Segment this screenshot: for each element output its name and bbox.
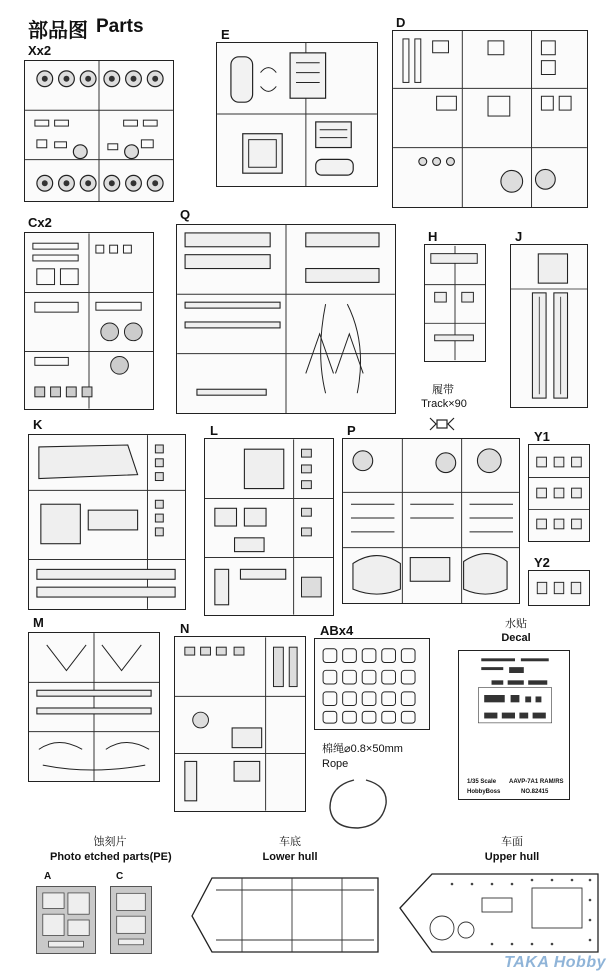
sprue-m-drawing <box>29 633 159 781</box>
rope-drawing <box>326 774 392 832</box>
sprue-ab-label: ABx4 <box>320 623 354 638</box>
watermark: TAKA Hobby <box>504 954 606 971</box>
track-label-en: Track×90 <box>421 398 467 410</box>
lower-hull-label-en: Lower hull <box>262 851 318 863</box>
rope-label-size: ⌀0.8×50mm <box>344 743 403 755</box>
pe-label-en: Photo etched parts(PE) <box>50 851 172 863</box>
sprue-e <box>216 42 378 187</box>
sprue-y2-drawing <box>529 571 589 605</box>
sprue-y1-label: Y1 <box>534 429 550 444</box>
lower-hull-label-cn: 车底 <box>279 836 301 848</box>
sprue-y2-label: Y2 <box>534 555 550 570</box>
sprue-ab <box>314 638 430 730</box>
decal-line2b: NO.82415 <box>521 789 549 795</box>
sprue-h-drawing <box>425 245 485 361</box>
sprue-j-label: J <box>515 229 523 244</box>
sprue-y2 <box>528 570 590 606</box>
decal-sheet <box>458 650 570 800</box>
sprue-x-label: Xx2 <box>28 43 52 58</box>
sprue-c-label: Cx2 <box>28 215 52 230</box>
sprue-e-label: E <box>221 27 230 42</box>
decal-label-en: Decal <box>501 632 531 644</box>
sprue-y1-drawing <box>529 445 589 541</box>
sprue-l-drawing <box>205 439 333 615</box>
sprue-p-label: P <box>347 423 356 438</box>
sprue-k <box>28 434 186 610</box>
pe-a-label: A <box>44 871 52 882</box>
decal-line2: HobbyBoss <box>467 789 501 795</box>
sprue-p <box>342 438 520 604</box>
sprue-q-drawing <box>177 225 395 413</box>
upper-hull-label-cn: 车面 <box>501 836 523 848</box>
rope-label-line1 <box>322 743 403 756</box>
pe-fret-a-drawing <box>37 887 95 953</box>
pe-c-label: C <box>116 871 124 882</box>
page-title-cn: 部品图 <box>28 20 88 42</box>
decal-label-cn: 水贴 <box>505 618 527 630</box>
sprue-m-label: M <box>33 615 44 630</box>
pe-fret-c <box>110 886 152 954</box>
rope-label-en: Rope <box>322 758 349 770</box>
decal-line1b: AAVP-7A1 RAM/RS <box>509 779 564 785</box>
pe-label-cn: 蚀刻片 <box>93 836 127 848</box>
sprue-h <box>424 244 486 362</box>
sprue-d-label: D <box>396 15 406 30</box>
decal-markings <box>459 651 571 761</box>
sprue-n-label: N <box>180 621 190 636</box>
sprue-ab-drawing <box>315 639 429 729</box>
sprue-k-label: K <box>33 417 43 432</box>
sprue-h-label: H <box>428 229 438 244</box>
pe-fret-c-drawing <box>111 887 151 953</box>
sprue-e-drawing <box>217 43 377 186</box>
sprue-y1 <box>528 444 590 542</box>
page-title-en: Parts <box>96 16 144 37</box>
pe-fret-a <box>36 886 96 954</box>
sprue-q <box>176 224 396 414</box>
sprue-n <box>174 636 306 812</box>
sprue-k-drawing <box>29 435 185 609</box>
sprue-c-drawing <box>25 233 153 409</box>
track-link-icon <box>428 414 456 434</box>
sprue-x <box>24 60 174 202</box>
sprue-d <box>392 30 588 208</box>
upper-hull-label-en: Upper hull <box>484 851 540 863</box>
decal-line1: 1/35 Scale <box>467 779 497 785</box>
lower-hull-drawing <box>182 870 382 960</box>
sprue-j <box>510 244 588 408</box>
sprue-c <box>24 232 154 410</box>
sprue-n-drawing <box>175 637 305 811</box>
sprue-p-drawing <box>343 439 519 603</box>
sprue-x-drawing <box>25 61 173 201</box>
rope-label-cn: 棉绳 <box>322 743 344 755</box>
sprue-d-drawing <box>393 31 587 207</box>
upper-hull-drawing <box>392 868 606 958</box>
sprue-l <box>204 438 334 616</box>
sprue-j-drawing <box>511 245 587 407</box>
sprue-m <box>28 632 160 782</box>
track-label-cn: 履带 <box>432 384 454 396</box>
sprue-l-label: L <box>210 423 218 438</box>
sprue-q-label: Q <box>180 207 191 222</box>
